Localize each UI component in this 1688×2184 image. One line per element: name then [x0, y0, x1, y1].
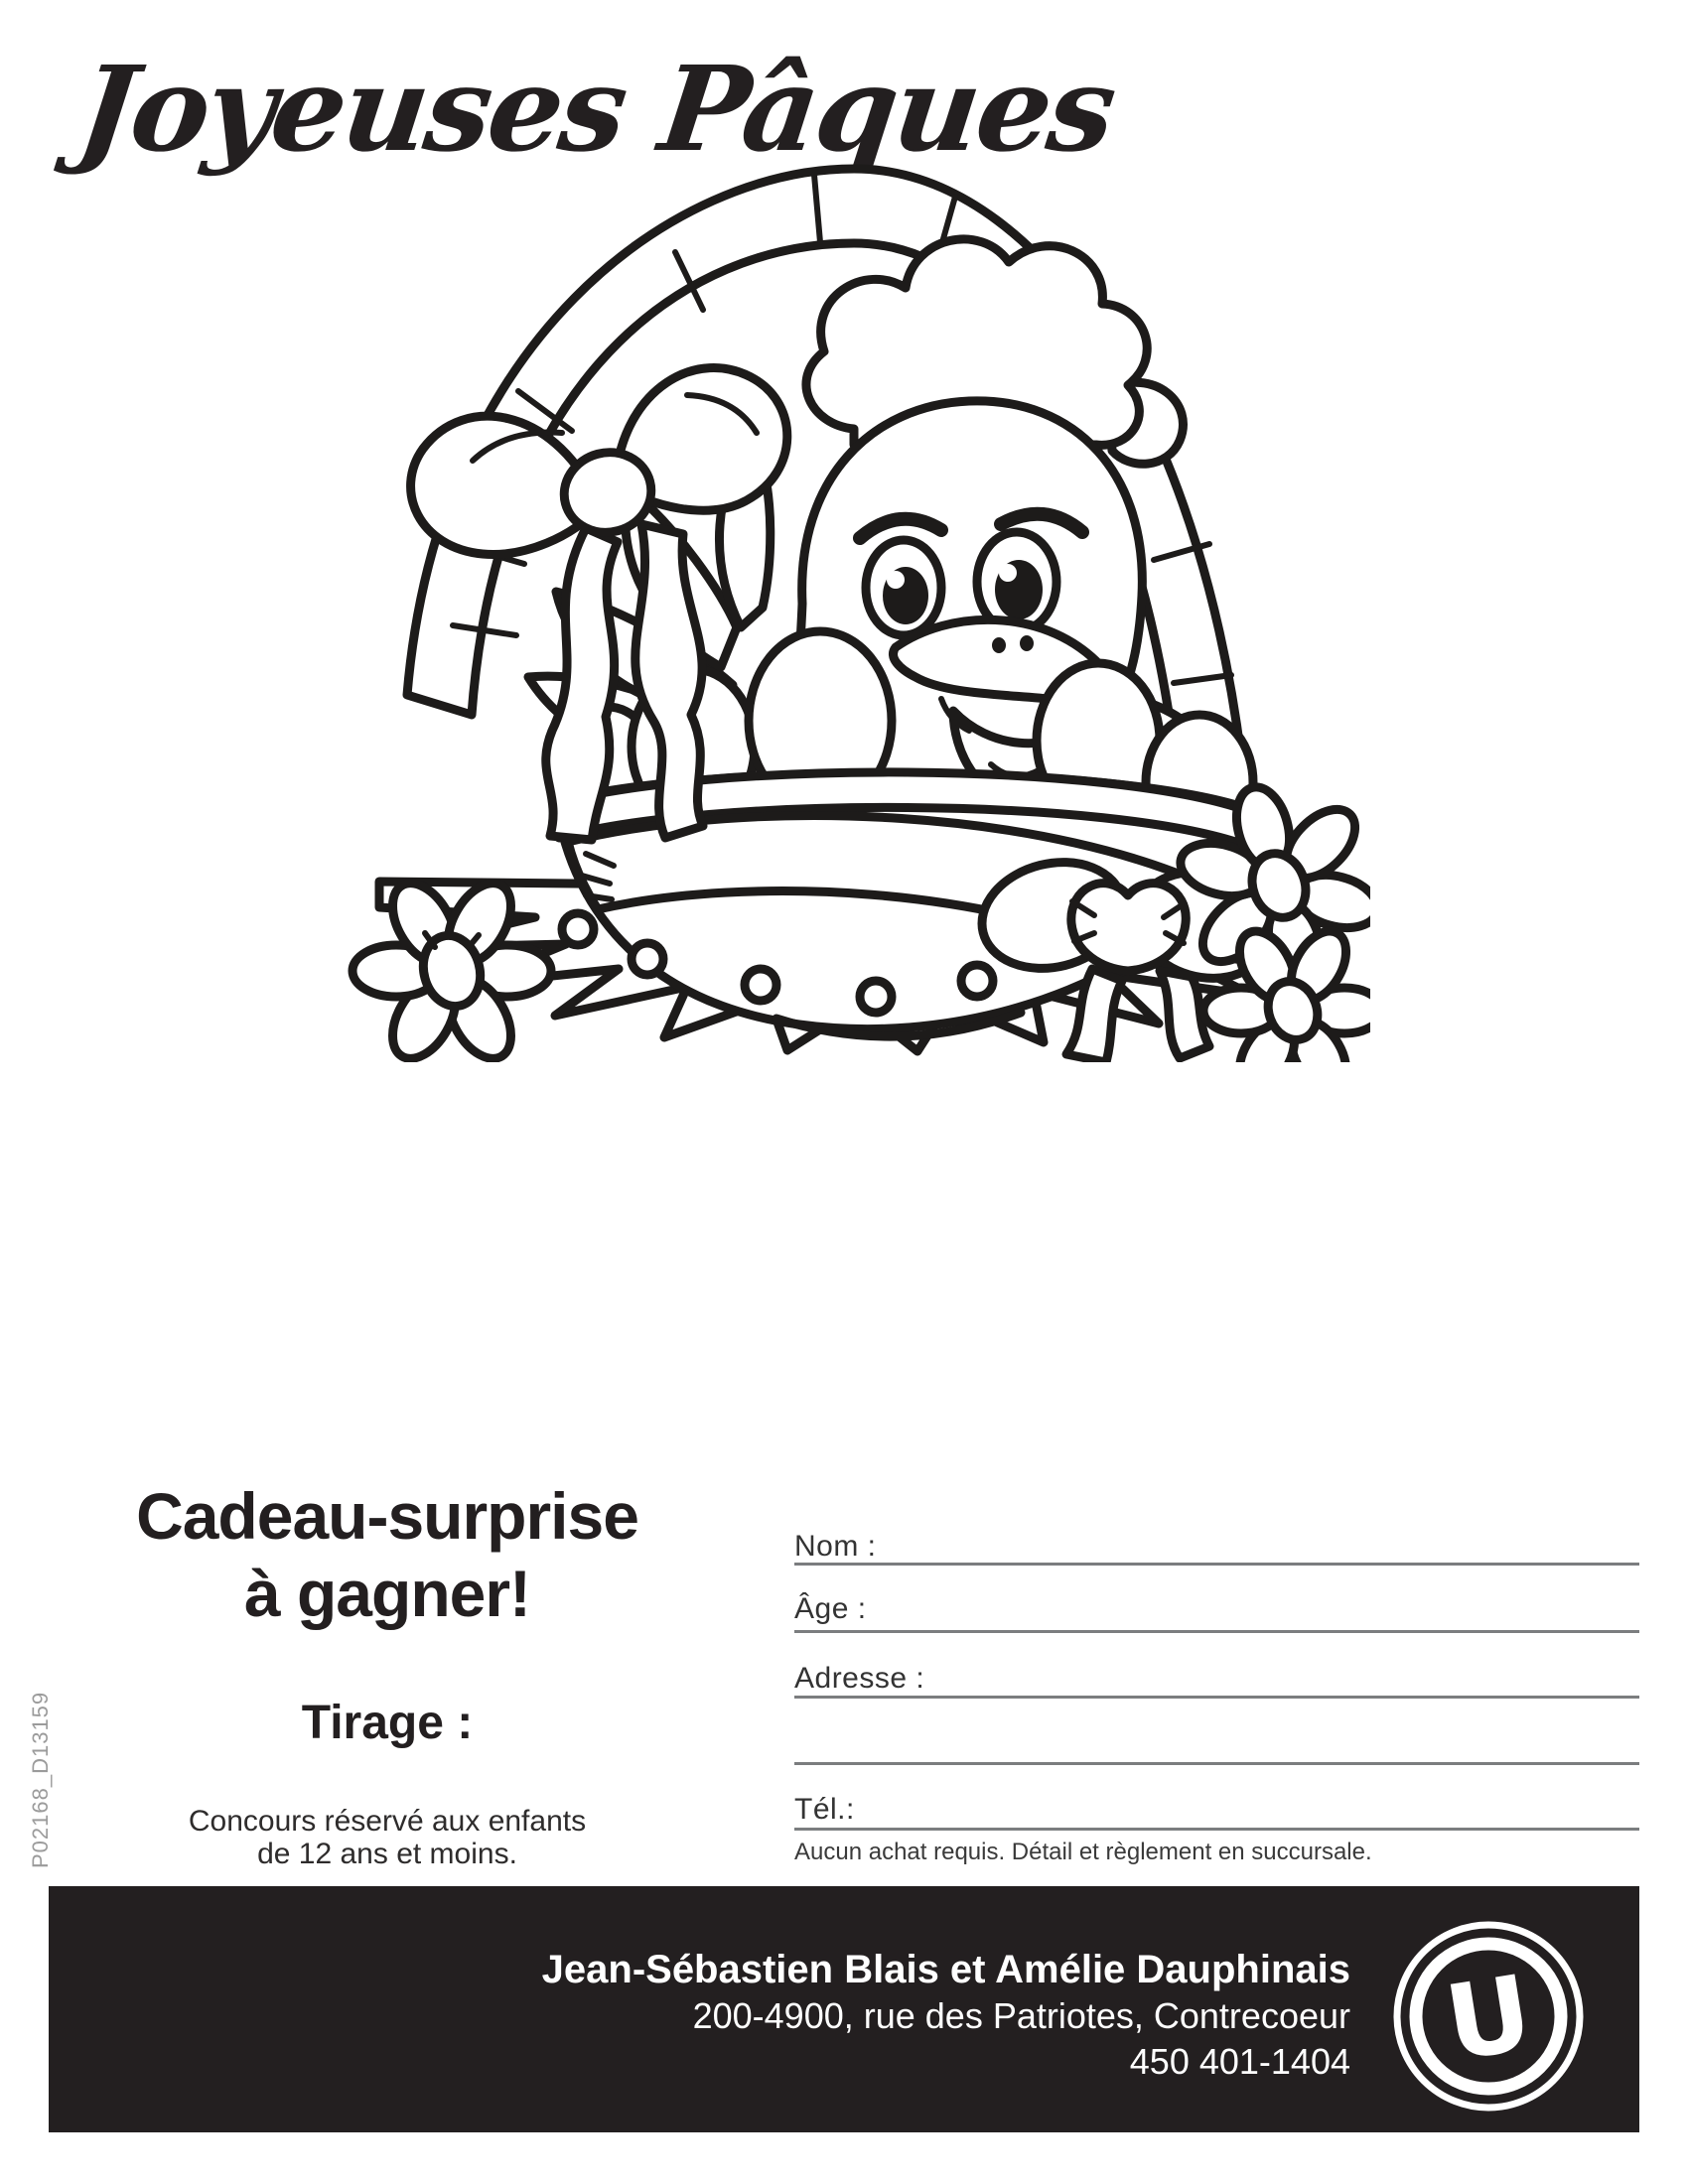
draw-label: Tirage : — [301, 1697, 474, 1749]
headline-line2: à gagner! — [243, 1557, 531, 1630]
age-label: Âge : — [794, 1592, 867, 1625]
uniprix-u-logo-icon — [1391, 1919, 1586, 2114]
store-address: 200-4900, rue des Patriotes, Contrecoeur — [692, 1995, 1350, 2036]
legal-note: Aucun achat requis. Détail et règlement en succursale. — [794, 1839, 1372, 1865]
address-line — [794, 1696, 1639, 1699]
store-phone: 450 401-1404 — [1129, 2041, 1350, 2082]
entry-form — [794, 1489, 1639, 1886]
store-owners: Jean-Sébastien Blais et Amélie Dauphinais — [541, 1948, 1350, 1991]
store-info — [542, 1946, 1350, 2085]
phone-line — [794, 1828, 1639, 1831]
contest-headline — [60, 1477, 715, 1632]
svg-text:U: U — [1438, 1952, 1540, 2085]
name-line — [794, 1563, 1639, 1566]
phone-label: Tél.: — [794, 1793, 855, 1826]
age-line — [794, 1630, 1639, 1633]
production-code: P02168_D13159 — [28, 1691, 53, 1868]
eligibility-text — [60, 1805, 715, 1870]
headline-line1: Cadeau-surprise — [136, 1479, 638, 1553]
eligibility-line1: Concours réservé aux enfants — [188, 1805, 587, 1838]
address-line-2 — [794, 1762, 1639, 1765]
footer-bar — [49, 1886, 1639, 2132]
page-title: Joyeuses Pâques — [70, 40, 1121, 178]
easter-chick-basket-illustration — [258, 159, 1370, 1062]
eligibility-line2: de 12 ans et moins. — [257, 1838, 517, 1870]
name-label: Nom : — [794, 1530, 877, 1563]
address-label: Adresse : — [794, 1662, 925, 1695]
